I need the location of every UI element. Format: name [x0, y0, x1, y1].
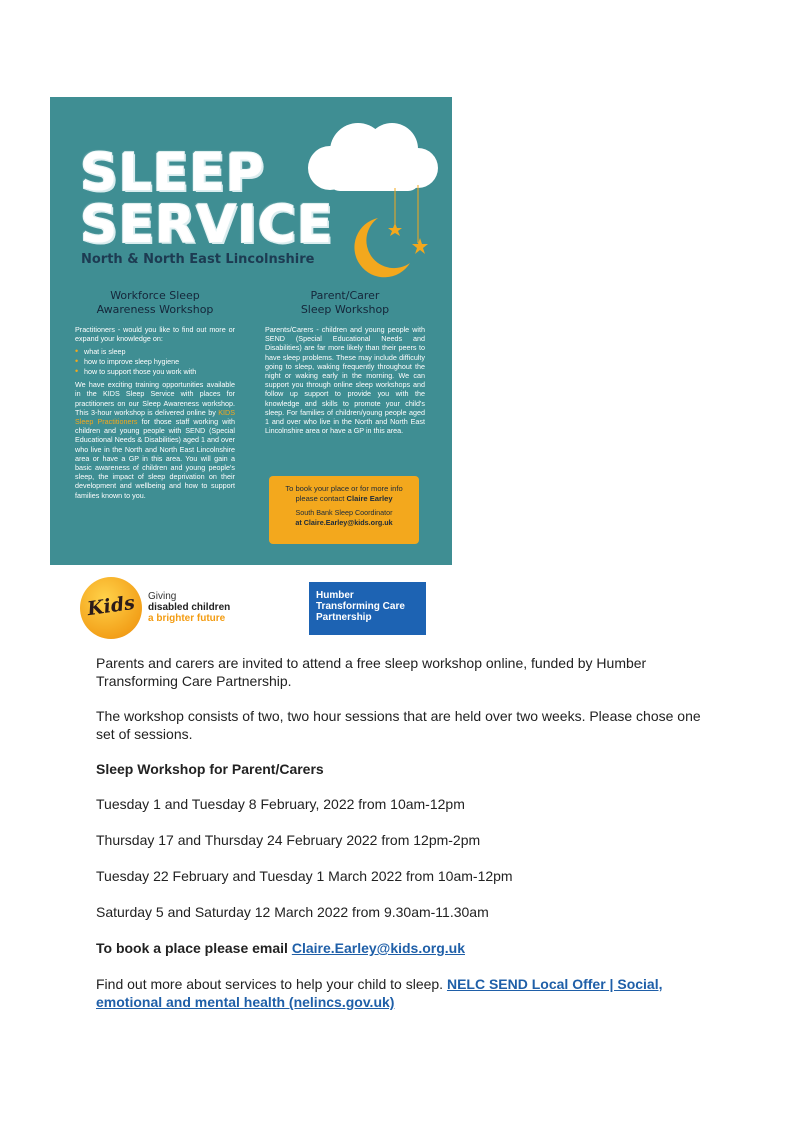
booking-box: [269, 476, 419, 544]
workforce-intro: Practitioners - would you like to find out more or expand your knowledge on:: [75, 325, 235, 344]
sessions-heading: Sleep Workshop for Parent/Carers: [96, 761, 324, 777]
poster-title-line2: SERVICE: [80, 195, 334, 255]
list-item: • how to improve sleep hygiene: [75, 357, 235, 367]
booking-email: at Claire.Earley@kids.org.uk: [295, 518, 393, 527]
kids-sleep-practitioners-highlight: KIDS Sleep Practitioners: [75, 407, 235, 426]
sleep-service-poster: [50, 97, 452, 565]
poster-title: [80, 143, 334, 255]
booking-paragraph: To book a place please email Claire.Earley@kids.org.uk: [96, 940, 465, 956]
structure-paragraph: The workshop consists of two, two hour sessions that are held over two weeks. Please chose one set of sessions.: [96, 708, 701, 742]
poster-title-line1: SLEEP: [80, 143, 265, 203]
parent-heading: Parent/Carer Sleep Workshop: [300, 289, 390, 316]
intro-paragraph: Parents and carers are invited to attend a free sleep workshop online, funded by Humber Transforming Care Partnership.: [96, 655, 647, 689]
cloud-moon-icon: [300, 113, 445, 278]
session-item: Tuesday 22 February and Tuesday 1 March 2022 from 10am-12pm: [96, 868, 513, 884]
poster-subtitle: North & North East Lincolnshire: [81, 252, 315, 267]
list-item: • how to support those you work with: [75, 367, 235, 377]
workforce-bullets: [75, 347, 235, 376]
booking-role: South Bank Sleep Coordinator: [295, 508, 393, 517]
session-item: Tuesday 1 and Tuesday 8 February, 2022 from 10am-12pm: [96, 796, 465, 812]
workforce-paragraph: We have exciting training opportunities available in the KIDS Sleep Service with places for practitioners on our Sleep Awareness workshop. This 3-hour workshop is delivered online by KIDS Sleep Practitioners for those staff working with children and young people with SEND (Special Educational Needs & Disabilities) aged 1 and over who live in the North and North East Lincolnshire area or have a GP in this area. You will gain a basic awareness of children and young people's sleep, the impact of sleep deprivation on their development and wellbeing and how to support families known to you.: [75, 380, 235, 500]
list-item: • what is sleep: [75, 347, 235, 357]
document-body: [96, 654, 716, 1011]
kids-logo: [80, 577, 240, 639]
workforce-heading: Workforce Sleep Awareness Workshop: [96, 289, 214, 316]
workforce-workshop-column: [75, 289, 235, 504]
session-item: Thursday 17 and Thursday 24 February 2022 from 12pm-2pm: [96, 832, 481, 848]
local-offer-link[interactable]: NELC SEND Local Offer | Social, emotional and mental health (nelincs.gov.uk): [96, 976, 663, 1010]
session-item: Saturday 5 and Saturday 12 March 2022 from 9.30am-11.30am: [96, 904, 489, 920]
booking-line: To book your place or for more info please contact Claire Earley: [285, 484, 403, 503]
kids-wordmark: Kids: [85, 591, 137, 621]
parent-paragraph: Parents/Carers - children and young people with SEND (Special Educational Needs and Disabilities) are far more likely than their peers to have sleep problems. These may include difficulty going to sleep, waking frequently throughout the night or waking early in the morning. We can support you through online sleep workshops and follow up support to provide you with the knowledge and skills to promote your child's sleep. For families of children/young people aged 1 and over who live in the North and North East Lincolnshire area or have a GP in this area.: [265, 325, 425, 436]
booking-email-link[interactable]: Claire.Earley@kids.org.uk: [291, 940, 465, 956]
kids-tagline: Giving disabled children a brighter future: [148, 591, 231, 624]
htcp-logo: Humber Transforming Care Partnership: [309, 582, 426, 635]
parent-workshop-column: [265, 289, 425, 439]
more-info-paragraph: Find out more about services to help your child to sleep. NELC SEND Local Offer | Social, emotional and mental health (nelincs.gov.uk): [96, 976, 663, 1010]
